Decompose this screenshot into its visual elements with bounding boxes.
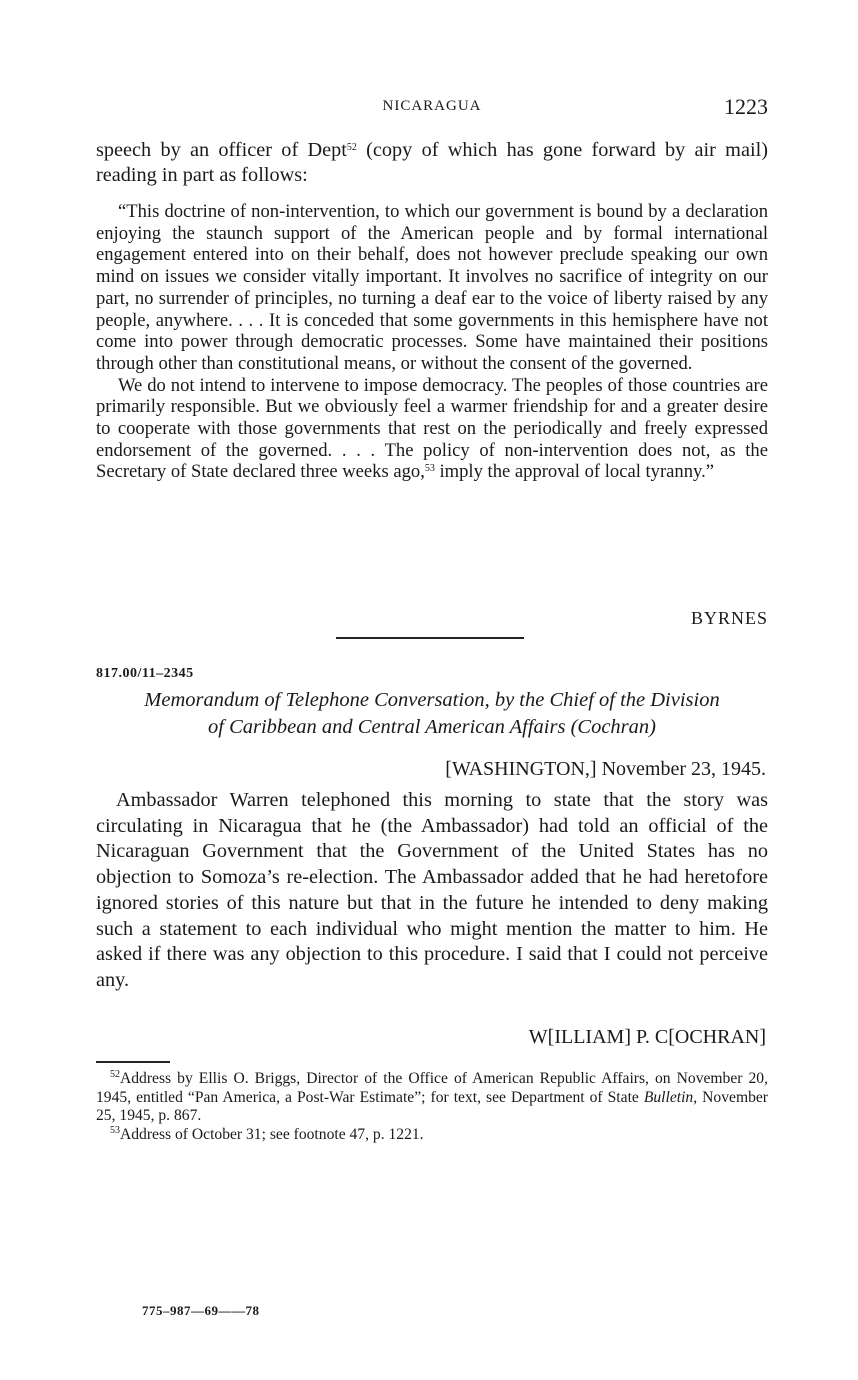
footnote-rule bbox=[96, 1061, 170, 1063]
footnote-53-text: Address of October 31; see footnote 47, p. 1221. bbox=[120, 1125, 424, 1143]
quote-paragraph-2-start: We do not intend to intervene to impose democracy. The peoples of those countries are primarily responsible. But we obviously feel a warmer friendship for and a greater desire to cooperate with those governments that rest on the periodically and freely expressed endorsement of the governed. . . . The policy of non-intervention does not, as the Secretary of State declared three weeks ago, bbox=[96, 374, 768, 483]
continuation-paragraph bbox=[96, 138, 768, 187]
signature-byrnes: BYRNES bbox=[690, 608, 768, 628]
file-number: 817.00/11–2345 bbox=[96, 666, 194, 681]
quote-paragraph-1: “This doctrine of non-intervention, to which our government is bound by a declaration enjoying the staunch support of the American people and by formal international engagement entered into on their behalf, does not however preclude speaking our own mind on issues we consider vitally important. It involves no sacrifice of integrity on our part, no surrender of principles, no turning a deaf ear to the voice of liberty raised by any people, anywhere. . . . It is conceded that some governments in this hemisphere have not come into power through democratic processes. Some have maintained their positions through other than constitutional means, or without the consent of the governed. bbox=[96, 201, 768, 374]
document-heading-line-2: of Caribbean and Central American Affairs (Cochran) bbox=[208, 716, 656, 738]
document-heading bbox=[96, 687, 768, 741]
continuation-text-start: speech by an officer of Dept bbox=[96, 139, 347, 161]
footnote-53 bbox=[96, 1126, 768, 1145]
footnote-53-marker: 53 bbox=[110, 1124, 120, 1136]
footnote-52-publication: Bulletin bbox=[643, 1088, 694, 1106]
running-head bbox=[96, 94, 768, 124]
footnote-ref-52[interactable]: 52 bbox=[346, 142, 357, 153]
block-quote bbox=[96, 201, 768, 483]
memo-body: Ambassador Warren telephoned this morning to state that the story was circulating in Nicaragua that he (the Ambassador) had told an official of the Nicaraguan Government that the Government of the United States has no objection to Somoza’s re-election. The Ambassador added that he had heretofore ignored stories of this nature but that in the future he intended to deny making such a statement to each individual who might mention the matter to him. He asked if there was any objection to this procedure. I said that I could not perceive any. bbox=[96, 789, 768, 991]
printer-mark: 775–987—69——78 bbox=[142, 1303, 260, 1318]
footnote-52-marker: 52 bbox=[110, 1069, 120, 1080]
footnotes bbox=[96, 1070, 768, 1144]
footnote-52-text-start: Address by Ellis O. Briggs, Director of the Office of American Republic Affairs, on November 20, 1945, entitled “Pan America, a Post-War Estimate”; for text, see Department of State bbox=[96, 1070, 768, 1106]
running-title: NICARAGUA bbox=[382, 98, 482, 114]
continuation-text-end: (copy of which has gone forward by air mail) reading in part as follows: bbox=[96, 139, 768, 186]
footnote-52 bbox=[96, 1070, 768, 1126]
section-divider bbox=[336, 637, 524, 639]
quote-paragraph-2-end: imply the approval of local tyranny.” bbox=[434, 461, 715, 483]
dateline: [WASHINGTON,] November 23, 1945. bbox=[445, 758, 766, 780]
footnote-ref-53[interactable]: 53 bbox=[424, 463, 435, 475]
quote-paragraph-2 bbox=[96, 375, 768, 484]
document-heading-line-1: Memorandum of Telephone Conversation, by the Chief of the Division bbox=[144, 689, 720, 711]
footnote-52-text-end: , November 25, 1945, p. 867. bbox=[96, 1088, 768, 1124]
page-number: 1223 bbox=[724, 94, 768, 119]
signature-cochran: W[ILLIAM] P. C[OCHRAN] bbox=[528, 1026, 766, 1048]
